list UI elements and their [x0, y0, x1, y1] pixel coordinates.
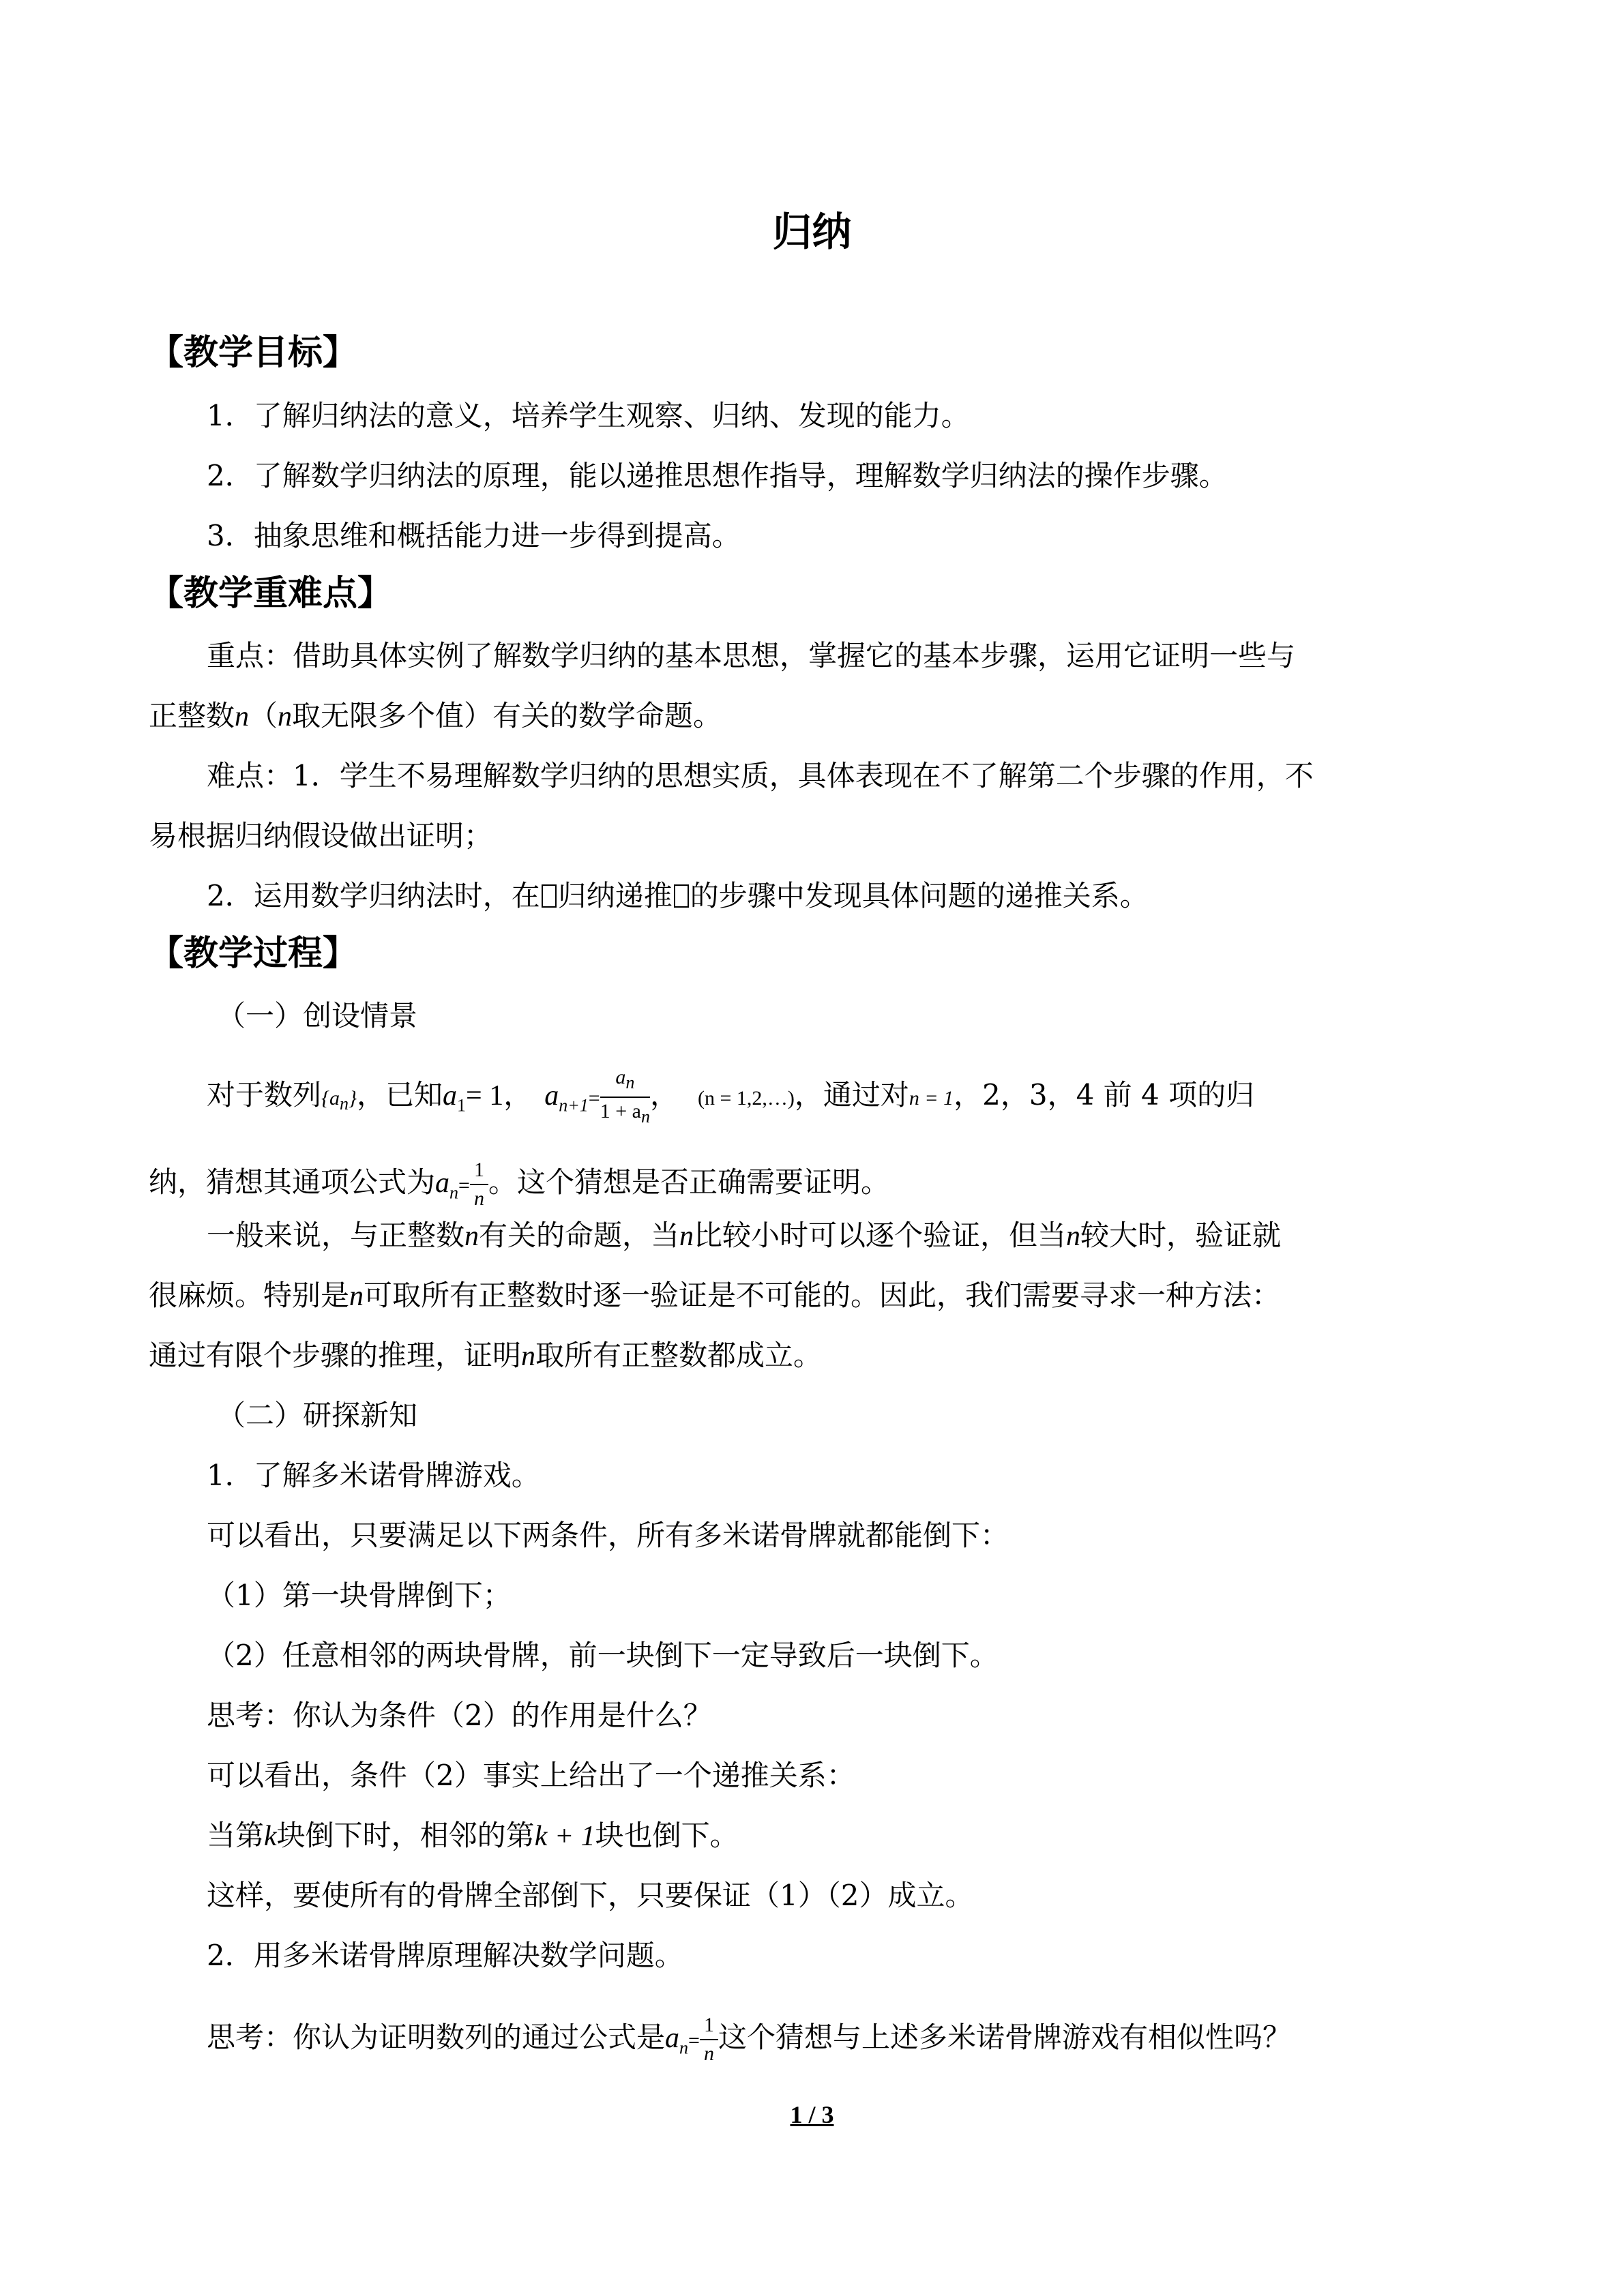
part1-heading: （一）创设情景 — [217, 999, 418, 1032]
difficult-point-line-1: 难点：1．学生不易理解数学归纳的思想实质，具体表现在不了解第二个步骤的作用，不 — [207, 759, 1314, 792]
domino-line-2: 可以看出，只要满足以下两条件，所有多米诺骨牌就都能倒下： — [207, 1519, 1009, 1552]
difficulty-heading: 【教学重难点】 — [149, 573, 393, 614]
domino-line-5: 思考：你认为条件（2）的作用是什么？ — [207, 1699, 712, 1732]
process-heading: 【教学过程】 — [149, 934, 358, 974]
general-para-line-1: 一般来说，与正整数n有关的命题，当n比较小时可以逐个验证，但当n较大时，验证就 — [207, 1219, 1282, 1252]
page-number: 1 / 3 — [790, 2101, 834, 2128]
domino-line-1: 1．了解多米诺骨牌游戏。 — [207, 1459, 540, 1492]
domino-line-4: （2）任意相邻的两块骨牌，前一块倒下一定导致后一块倒下。 — [207, 1639, 999, 1672]
domino-end-line-2: 2．用多米诺骨牌原理解决数学问题。 — [207, 1939, 683, 1972]
sequence-para-line-1: 对于数列$\{a_n\}$，已知$a_1= 1$， $a_{n+1}=$ $\frac{a_n}{1 + a_n}$ ， (n = 1,2,…)，通过对n = 1，2，3，4 前 4 项的归 — [207, 1064, 1254, 1131]
key-point-line-2: 正整数n（n取无限多个值）有关的数学命题。 — [149, 699, 722, 732]
objectives-heading: 【教学目标】 — [149, 333, 358, 373]
formula-fraction: $\frac{1}{n}$ — [700, 2012, 718, 2068]
difficult-point-line-3: 2．运用数学归纳法时，在 归纳递推 的步骤中发现具体问题的递推关系。 — [207, 879, 1149, 912]
general-para-line-3: 通过有限个步骤的推理，证明n取所有正整数都成立。 — [149, 1339, 823, 1372]
domino-line-6: 可以看出，条件（2）事实上给出了一个递推关系： — [207, 1759, 855, 1792]
formula-fraction: $\frac{1}{n}$ — [470, 1157, 488, 1212]
sequence-para-line-2: 纳，猜想其通项公式为$a_n=$ $\frac{1}{n}$ 。这个猜想是否正确需要证明。 — [149, 1157, 889, 1213]
domino-line-3: （1）第一块骨牌倒下； — [207, 1579, 512, 1612]
difficult-point-line-2: 易根据归纳假设做出证明； — [149, 819, 493, 852]
objective-1: 1．了解归纳法的意义，培养学生观察、归纳、发现的能力。 — [207, 399, 970, 432]
recurrence-line: 当第k块倒下时，相邻的第k + 1块也倒下。 — [207, 1819, 739, 1852]
general-para-line-2: 很麻烦。特别是n可取所有正整数时逐一验证是不可能的。因此，我们需要寻求一种方法： — [149, 1279, 1281, 1312]
think-line: 思考：你认为证明数列的通过公式是$a_n=$ $\frac{1}{n}$ 这个猜想与上述多米诺骨牌游戏有相似性吗？ — [207, 2012, 1291, 2068]
page-title: 归纳 — [772, 209, 852, 255]
objective-2: 2．了解数学归纳法的原理，能以递推思想作指导，理解数学归纳法的操作步骤。 — [207, 459, 1228, 492]
missing-glyph-box — [674, 884, 689, 908]
part2-heading: （二）研探新知 — [217, 1399, 418, 1432]
recurrence-fraction: $\frac{a_n}{1 + a_n}$ — [600, 1064, 650, 1131]
missing-glyph-box — [542, 884, 557, 908]
objective-3: 3．抽象思维和概括能力进一步得到提高。 — [207, 519, 741, 552]
key-point-line-1: 重点：借助具体实例了解数学归纳的基本思想，掌握它的基本步骤，运用它证明一些与 — [207, 639, 1296, 672]
domino-end-line-1: 这样，要使所有的骨牌全部倒下，只要保证（1）（2）成立。 — [207, 1879, 974, 1912]
